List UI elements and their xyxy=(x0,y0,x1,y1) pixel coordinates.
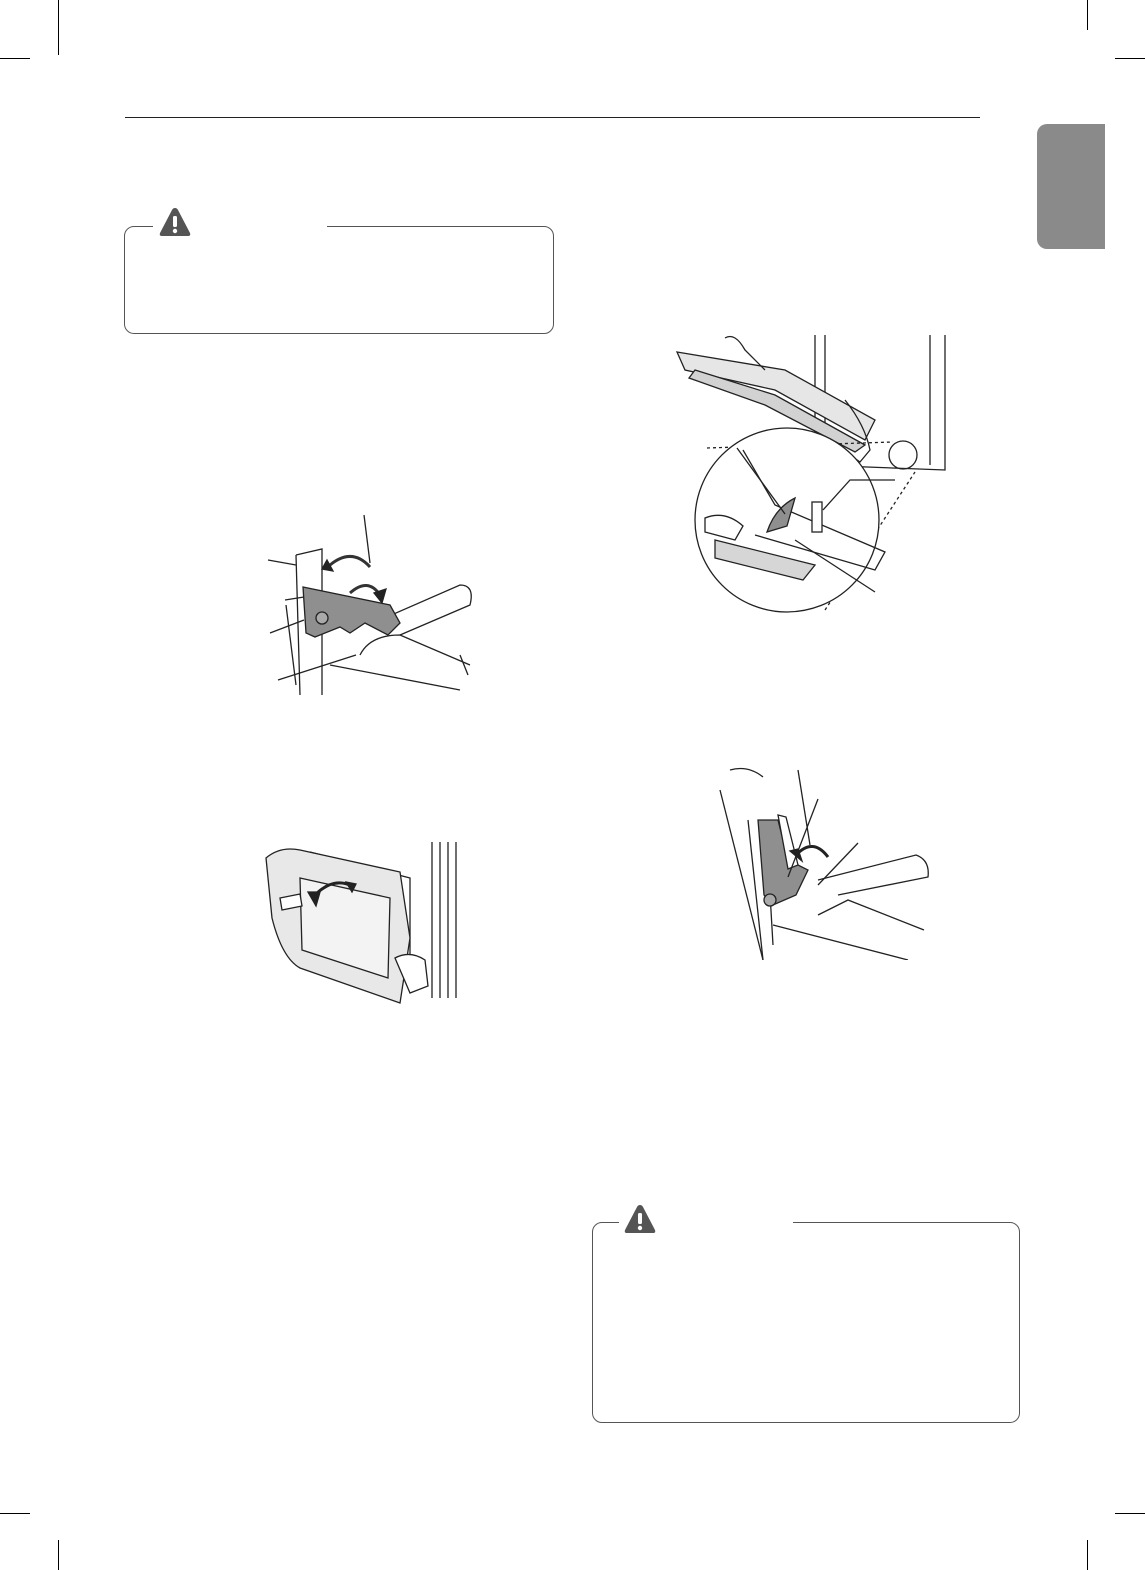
warning-triangle-icon xyxy=(157,205,193,241)
crop-mark xyxy=(58,0,59,55)
crop-mark xyxy=(0,58,30,59)
crop-mark xyxy=(1115,58,1145,59)
hinge-lever-close-figure xyxy=(718,765,933,960)
crop-mark xyxy=(0,1513,30,1514)
crop-mark xyxy=(1087,0,1088,30)
warning-triangle-icon xyxy=(622,1202,658,1238)
door-reinstall-figure xyxy=(675,330,960,640)
hinge-lock-lever-figure xyxy=(260,505,480,695)
crop-mark xyxy=(58,1540,59,1570)
header-rule xyxy=(125,117,980,118)
door-lift-figure xyxy=(260,838,470,1008)
crop-mark xyxy=(1087,1540,1088,1570)
crop-mark xyxy=(1115,1513,1145,1514)
language-side-tab xyxy=(1037,124,1105,249)
warning-box xyxy=(592,1222,1020,1423)
warning-box xyxy=(124,226,554,334)
